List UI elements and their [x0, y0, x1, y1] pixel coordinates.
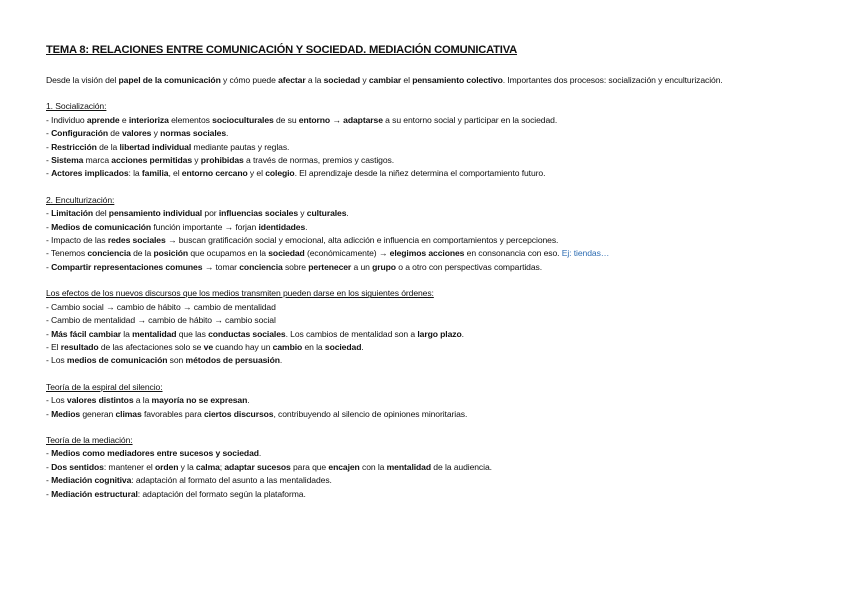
text-run: - — [46, 448, 52, 459]
list-item — [46, 314, 806, 327]
bold-text: sociedad — [268, 248, 305, 259]
text-run: y — [298, 208, 307, 219]
bold-text: mentalidad — [386, 461, 432, 472]
bold-text: medios de comunicación — [66, 355, 168, 366]
text-run: con la — [359, 461, 387, 472]
text-run: : la — [128, 168, 142, 179]
document-title: TEMA 8: RELACIONES ENTRE COMUNICACIÓN Y SOCIEDAD. MEDIACIÓN COMUNICATIVA — [46, 44, 518, 56]
text-run: - El — [46, 341, 61, 352]
text-run: - — [46, 461, 52, 472]
bold-text: ciertos discursos — [203, 408, 274, 419]
link-text[interactable]: Ej: tiendas… — [561, 248, 610, 259]
bold-text: conciencia — [87, 248, 131, 259]
section — [46, 287, 806, 367]
text-run: a un — [351, 261, 373, 272]
bold-text: entorno — [298, 114, 331, 125]
bold-text: identidades — [258, 221, 306, 232]
list-item — [46, 301, 806, 314]
text-run: . — [361, 341, 364, 352]
bold-text: Actores implicados — [51, 168, 129, 179]
text-run: por — [202, 208, 219, 219]
bold-text: mayoría no se expresan — [151, 395, 248, 406]
section — [46, 381, 806, 421]
text-run: cuando hay un — [213, 341, 273, 352]
text-run: : mantener el — [103, 461, 155, 472]
bold-text: Restricción — [51, 141, 97, 152]
bold-text: Mediación cognitiva — [51, 475, 132, 486]
text-run: en la — [302, 341, 325, 352]
bold-text: familia — [141, 168, 169, 179]
text-run: a través de normas, premios y castigos. — [243, 155, 395, 166]
text-run: → buscan gratificación social y emocional, alta adicción e influencia en comportamientos y percepciones. — [165, 235, 559, 246]
bold-text: adaptar sucesos — [224, 461, 291, 472]
sections-container — [46, 100, 806, 501]
text-run: - — [46, 168, 52, 179]
bold-text: Configuración — [51, 128, 109, 139]
bold-text: mentalidad — [132, 328, 177, 339]
text-run: - Los — [46, 355, 67, 366]
text-run: de la — [130, 248, 154, 259]
text-run: - — [46, 221, 52, 232]
text-run: e — [119, 114, 129, 125]
bold-text: socioculturales — [212, 114, 274, 125]
text-run: - — [46, 408, 52, 419]
text-run: . — [258, 448, 262, 459]
bold-text: cambio — [272, 341, 303, 352]
list-item — [46, 247, 806, 260]
bold-text: libertad individual — [119, 141, 192, 152]
text-run: - Los — [46, 395, 67, 406]
bold-text: influencias sociales — [218, 208, 299, 219]
bold-text: cambiar — [368, 75, 402, 85]
bold-text: pensamiento colectivo — [412, 75, 503, 85]
text-run: sobre — [282, 261, 309, 272]
section — [46, 100, 806, 180]
bold-text: pertenecer — [308, 261, 352, 272]
text-run: - Cambio social → cambio de hábito → cambio de mentalidad — [46, 301, 276, 312]
text-run: y — [192, 155, 201, 166]
text-run: - — [46, 155, 52, 166]
text-run: - — [46, 475, 52, 486]
section-heading: Teoría de la espiral del silencio: — [46, 381, 163, 392]
text-run: de las afectaciones solo se — [98, 341, 204, 352]
bold-text: acciones permitidas — [111, 155, 193, 166]
text-run: ; — [219, 461, 225, 472]
text-run: - Cambio de mentalidad → cambio de hábito → cambio social — [46, 315, 276, 326]
bold-text: Más fácil cambiar — [51, 328, 122, 339]
document-page — [46, 42, 806, 514]
text-run: que ocupamos en la — [188, 248, 269, 259]
text-run: marca — [83, 155, 112, 166]
bold-text: ve — [203, 341, 213, 352]
text-run: función importante → forjan — [151, 221, 259, 232]
bold-text: sociedad — [324, 341, 362, 352]
text-run: . — [279, 355, 283, 366]
bold-text: pensamiento individual — [108, 208, 203, 219]
list-item — [46, 167, 806, 180]
text-run: - — [46, 261, 52, 272]
bold-text: sociedad — [323, 75, 361, 85]
section-heading: Los efectos de los nuevos discursos que los medios transmiten pueden darse en los siguientes órdenes: — [46, 288, 434, 299]
bold-text: elegimos acciones — [389, 248, 465, 259]
text-run: elementos — [168, 114, 213, 125]
list-item — [46, 354, 806, 367]
text-run: a su entorno social y participar en la sociedad. — [382, 114, 558, 125]
text-run: - Individuo — [46, 114, 87, 125]
section-heading: 1. Socialización: — [46, 101, 107, 112]
bold-text: conductas sociales — [208, 328, 286, 339]
list-item — [46, 127, 806, 140]
bold-text: Medios de comunicación — [51, 221, 152, 232]
text-run: . — [226, 128, 229, 139]
list-item — [46, 394, 806, 407]
bold-text: entorno cercano — [181, 168, 248, 179]
bold-text: normas sociales — [160, 128, 226, 139]
text-run: de la audiencia. — [431, 461, 492, 472]
list-item — [46, 488, 806, 501]
list-item — [46, 341, 806, 354]
bold-text: valores — [121, 128, 152, 139]
list-item — [46, 154, 806, 167]
text-run: del — [93, 208, 109, 219]
list-item — [46, 447, 806, 460]
list-item — [46, 474, 806, 487]
text-run: . — [247, 395, 250, 406]
text-run: Desde la visión del — [46, 75, 119, 85]
text-run: → — [330, 114, 344, 125]
text-run: : adaptación al formato del asunto a las mentalidades. — [131, 475, 332, 486]
text-run: . — [305, 221, 308, 232]
text-run: o a otro con perspectivas compartidas. — [395, 261, 543, 272]
bold-text: Mediación estructural — [51, 488, 138, 499]
text-run: y cómo puede — [220, 75, 279, 85]
bold-text: afectar — [278, 75, 306, 85]
text-run: - Tenemos — [46, 248, 88, 259]
text-run: son — [167, 355, 186, 366]
text-run: - — [46, 141, 52, 152]
text-run: a la — [133, 395, 152, 406]
section-heading: Teoría de la mediación: — [46, 434, 133, 445]
section — [46, 434, 806, 501]
text-run: de la — [96, 141, 120, 152]
text-run: para que — [290, 461, 329, 472]
text-run: de — [108, 128, 122, 139]
text-run: - — [46, 328, 52, 339]
list-item — [46, 234, 806, 247]
bold-text: Sistema — [51, 155, 84, 166]
list-item — [46, 461, 806, 474]
list-item — [46, 408, 806, 421]
bold-text: encajen — [328, 461, 360, 472]
bold-text: climas — [115, 408, 142, 419]
bold-text: redes sociales — [107, 235, 166, 246]
list-item — [46, 114, 806, 127]
text-run: mediante pautas y reglas. — [191, 141, 290, 152]
text-run: . — [346, 208, 349, 219]
bold-text: resultado — [60, 341, 99, 352]
bold-text: papel de la comunicación — [118, 75, 221, 85]
text-run: (económicamente) → — [304, 248, 390, 259]
text-run: : adaptación del formato según la plataforma. — [137, 488, 306, 499]
bold-text: métodos de persuasión — [185, 355, 280, 366]
bold-text: largo plazo — [417, 328, 462, 339]
text-run: - — [46, 128, 52, 139]
bold-text: calma — [195, 461, 220, 472]
text-run: - — [46, 488, 52, 499]
text-run: que las — [176, 328, 209, 339]
bold-text: grupo — [372, 261, 396, 272]
list-item — [46, 207, 806, 220]
text-run: . — [461, 328, 464, 339]
text-run: y — [360, 75, 369, 85]
section — [46, 194, 806, 274]
intro-paragraph — [46, 74, 806, 87]
list-item — [46, 221, 806, 234]
text-run: y el — [247, 168, 266, 179]
text-run: y — [151, 128, 161, 139]
text-run: . Los cambios de mentalidad son a — [285, 328, 418, 339]
text-run: de su — [273, 114, 299, 125]
bold-text: valores distintos — [66, 395, 134, 406]
bold-text: Medios — [51, 408, 81, 419]
bold-text: adaptarse — [343, 114, 383, 125]
list-item — [46, 141, 806, 154]
text-run: . Importantes dos procesos: socialización y enculturización. — [502, 75, 723, 85]
text-run: la — [121, 328, 133, 339]
text-run: a la — [305, 75, 324, 85]
bold-text: conciencia — [239, 261, 283, 272]
bold-text: Dos sentidos — [51, 461, 104, 472]
text-run: generan — [80, 408, 116, 419]
text-run: . El aprendizaje desde la niñez determina el comportamiento futuro. — [294, 168, 546, 179]
bold-text: Compartir representaciones comunes — [51, 261, 203, 272]
section-heading: 2. Enculturización: — [46, 194, 115, 205]
text-run: , el — [168, 168, 182, 179]
text-run: - Impacto de las — [46, 235, 108, 246]
bold-text: posición — [153, 248, 189, 259]
text-run: → tomar — [202, 261, 240, 272]
text-run: favorables para — [141, 408, 204, 419]
text-run: en consonancia con eso. — [464, 248, 562, 259]
text-run: , contribuyendo al silencio de opiniones minoritarias. — [273, 408, 468, 419]
bold-text: aprende — [86, 114, 120, 125]
bold-text: prohibidas — [200, 155, 244, 166]
text-run: el — [401, 75, 413, 85]
text-run: - — [46, 208, 52, 219]
bold-text: colegio — [265, 168, 295, 179]
list-item — [46, 328, 806, 341]
bold-text: Medios como mediadores entre sucesos y sociedad — [51, 448, 259, 459]
text-run: y la — [178, 461, 196, 472]
bold-text: Limitación — [51, 208, 94, 219]
bold-text: interioriza — [128, 114, 169, 125]
bold-text: orden — [154, 461, 179, 472]
list-item — [46, 261, 806, 274]
bold-text: culturales — [306, 208, 347, 219]
